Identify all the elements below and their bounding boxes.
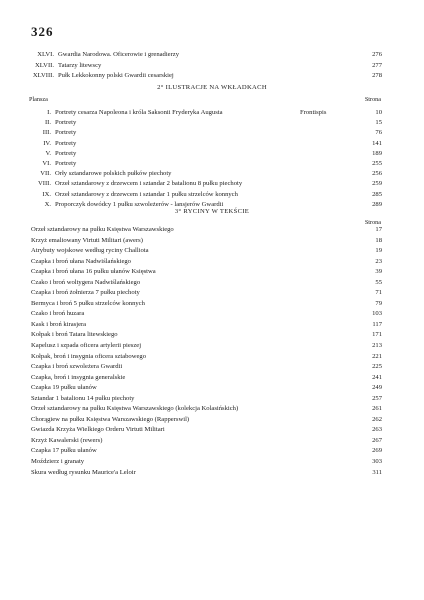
entry-title: Orzeł sztandarowy z drzewcem i sztandar 2 batalionu 8 pułku piechoty xyxy=(55,180,243,188)
plate-number: V. xyxy=(45,149,51,157)
list-item xyxy=(0,373,424,384)
entry-page: 249 xyxy=(372,384,382,392)
entry-title: Tatarzy litewscy xyxy=(58,61,102,69)
list-item xyxy=(0,383,424,394)
entry-page: 221 xyxy=(372,352,382,360)
entry-title: Czapka i broń ułana 16 pułku ułanów Księstwa xyxy=(31,268,156,276)
plate-number: III. xyxy=(42,129,51,137)
list-item xyxy=(0,362,424,373)
list-item xyxy=(0,179,424,189)
entry-page: 141 xyxy=(372,139,382,147)
entry-page: 225 xyxy=(372,363,382,371)
list-item xyxy=(0,436,424,447)
entry-title: Czako i broń woltygera Nadwiślańskiego xyxy=(31,278,141,286)
entry-page: 255 xyxy=(372,159,382,167)
list-item xyxy=(0,169,424,179)
entry-title: Orzeł sztandarowy z drzewcem i sztandar 1 pułku strzelców konnych xyxy=(55,190,238,198)
entry-title: Portrety xyxy=(55,149,77,157)
column-header-strona: Strona xyxy=(364,96,381,103)
list-item xyxy=(0,309,424,320)
list-item xyxy=(0,320,424,331)
entry-page: 276 xyxy=(372,51,382,58)
plate-number: I. xyxy=(47,109,51,116)
list-item xyxy=(0,299,424,310)
entry-title: Kapelusz i szpada oficera artylerii pieszej xyxy=(31,342,142,350)
list-item xyxy=(0,278,424,289)
entry-page: 269 xyxy=(372,447,382,455)
entry-title: Portrety cesarza Napoleona i króla Saksonii Fryderyka Augusta xyxy=(55,109,223,116)
entry-page: 262 xyxy=(372,415,382,423)
entry-page: 39 xyxy=(375,268,382,276)
entry-page: 17 xyxy=(375,226,382,233)
entry-page: 261 xyxy=(372,405,382,413)
list-item xyxy=(0,225,424,236)
entry-note: Frontispis xyxy=(300,109,327,116)
entry-page: 278 xyxy=(372,72,382,79)
entry-title: Krzyż emaliowany Virtuti Militari (awers) xyxy=(31,236,143,244)
entry-title: Portrety xyxy=(55,159,77,167)
list-item xyxy=(0,61,424,72)
entry-page: 267 xyxy=(372,436,382,444)
section-3-title: 3° RYCINY W TEKŚCIE xyxy=(174,208,250,215)
entry-title: Czapka i broń ułana Nadwiślańskiego xyxy=(31,257,131,265)
entry-title: Czapka i broń szwoleżera Gwardii xyxy=(31,363,123,371)
entry-page: 256 xyxy=(372,170,382,178)
entry-title: Gwiazda Krzyża Wielkiego Orderu Virtuti Militari xyxy=(31,426,165,434)
list-item xyxy=(0,288,424,299)
entry-title: Czapka, broń i insygnia generalskie xyxy=(31,373,126,381)
page-number: 326 xyxy=(31,24,54,39)
plate-number: VI. xyxy=(42,159,51,167)
section-2-list xyxy=(0,108,424,210)
entry-title: Chorągiew na pułku Księstwa Warszawskiego (Rapperswil) xyxy=(31,415,190,423)
entry-page: 55 xyxy=(375,278,382,286)
entry-page: 71 xyxy=(375,289,382,297)
section-2-title: 2° ILUSTRACJE NA WKŁADKACH xyxy=(157,84,267,91)
entry-title: Proporczyk dowódcy 1 pułku szwoleżerów - lansjerów Gwardii xyxy=(55,200,224,208)
entry-page: 311 xyxy=(372,468,382,476)
list-item xyxy=(0,341,424,352)
entry-title: Atrybuty wojskowe według ryciny Challiota xyxy=(31,247,149,255)
list-item xyxy=(0,149,424,159)
list-item xyxy=(0,394,424,405)
column-header-strona: Strona xyxy=(364,219,381,226)
list-item xyxy=(0,246,424,257)
list-item xyxy=(0,50,424,61)
list-item xyxy=(0,236,424,247)
top-entries-list xyxy=(0,50,424,82)
entry-title: Sztandar 1 batalionu 14 pułku piechoty xyxy=(31,394,135,402)
entry-page: 79 xyxy=(375,299,382,307)
section-3-list xyxy=(0,225,424,478)
plate-number: X. xyxy=(44,200,51,208)
entry-title: Krzyż Kawalerski (rewers) xyxy=(31,436,103,444)
entry-page: 213 xyxy=(372,342,382,350)
list-item xyxy=(0,352,424,363)
entry-title: Czapka 17 pułku ułanów xyxy=(31,447,97,455)
entry-title: Portrety xyxy=(55,119,77,127)
list-item xyxy=(0,257,424,268)
entry-page: 23 xyxy=(375,257,382,265)
entry-page: 189 xyxy=(372,149,382,157)
entry-title: Portrety xyxy=(55,129,77,137)
list-item xyxy=(0,190,424,200)
entry-title: Kask i broń kirasjera xyxy=(31,320,87,328)
plate-number: VII. xyxy=(40,170,51,178)
entry-title: Gwardia Narodowa. Oficerowie i grenadierzy xyxy=(58,51,180,58)
plate-number: XLVII. xyxy=(35,61,54,69)
list-item xyxy=(0,139,424,149)
entry-title: Pułk Lekkokonny polski Gwardii cesarskiej xyxy=(58,72,174,79)
plate-number: IV. xyxy=(43,139,51,147)
entry-page: 15 xyxy=(375,119,382,127)
entry-page: 76 xyxy=(375,129,382,137)
list-item xyxy=(0,128,424,138)
list-item xyxy=(0,415,424,426)
entry-title: Portrety xyxy=(55,139,77,147)
entry-title: Czapka 19 pułku ułanów xyxy=(31,384,97,392)
entry-page: 289 xyxy=(372,200,382,208)
entry-page: 263 xyxy=(372,426,382,434)
entry-page: 117 xyxy=(372,320,382,328)
entry-title: Czapka i broń żołnierza 7 pułku piechoty xyxy=(31,289,140,297)
entry-page: 277 xyxy=(372,61,382,69)
column-header-plansza: Plansza xyxy=(29,96,48,103)
entry-title: Skura według rysunku Maurice'a Leloir xyxy=(31,468,136,476)
entry-page: 259 xyxy=(372,180,382,188)
list-item xyxy=(0,425,424,436)
entry-title: Orzeł sztandarowy na pułku Księstwa Warszawskiego (kolekcja Kolasińskich) xyxy=(31,405,239,413)
list-item xyxy=(0,330,424,341)
plate-number: II. xyxy=(44,119,51,127)
entry-page: 285 xyxy=(372,190,382,198)
plate-number: IX. xyxy=(42,190,51,198)
list-item xyxy=(0,457,424,468)
entry-title: Czako i broń huzara xyxy=(31,310,85,318)
list-item xyxy=(0,446,424,457)
entry-page: 303 xyxy=(372,458,382,466)
list-item xyxy=(0,468,424,479)
entry-page: 257 xyxy=(372,394,382,402)
entry-page: 171 xyxy=(372,331,382,339)
entry-title: Kołpak i broń Tatara litewskiego xyxy=(31,331,118,339)
entry-page: 18 xyxy=(375,236,382,244)
list-item xyxy=(0,108,424,118)
entry-page: 241 xyxy=(372,373,382,381)
entry-title: Orły sztandarowe polskich pułków piechoty xyxy=(55,170,172,178)
list-item xyxy=(0,159,424,169)
plate-number: VIII. xyxy=(38,180,51,188)
entry-page: 19 xyxy=(375,247,382,255)
list-item xyxy=(0,404,424,415)
entry-page: 10 xyxy=(375,109,382,116)
entry-title: Kołpak, broń i insygnia oficera sztabowego xyxy=(31,352,146,360)
list-item xyxy=(0,267,424,278)
entry-title: Moździerz i granaty xyxy=(31,458,85,466)
entry-page: 103 xyxy=(372,310,382,318)
list-item xyxy=(0,71,424,82)
entry-title: Bermyca i broń 5 pułku strzelców konnych xyxy=(31,299,145,307)
plate-number: XLVIII. xyxy=(32,72,54,79)
list-item xyxy=(0,118,424,128)
plate-number: XLVI. xyxy=(37,51,54,58)
entry-title: Orzeł sztandarowy na pułku Księstwa Warszawskiego xyxy=(31,226,174,233)
